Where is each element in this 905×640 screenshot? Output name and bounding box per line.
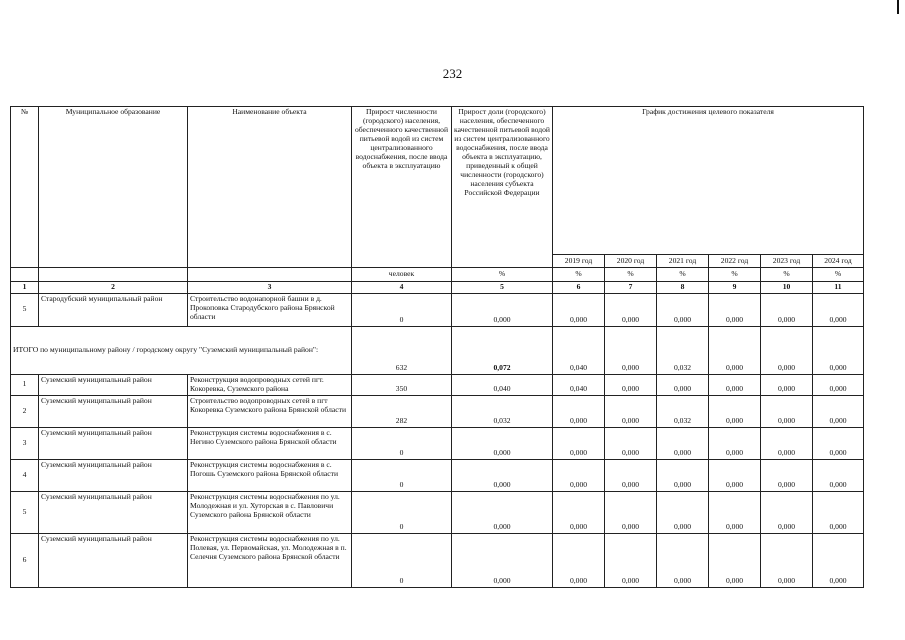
total-year-value: 0,040: [553, 326, 605, 374]
header-unit-pct: %: [452, 268, 553, 282]
row-pop: 350: [352, 374, 452, 395]
row-no: 6: [11, 533, 39, 587]
header-year: 2020 год: [605, 255, 657, 268]
page-number: 232: [442, 66, 463, 81]
column-index: 11: [813, 282, 864, 294]
row-year-value: 0,000: [553, 459, 605, 491]
row-year-value: 0,000: [553, 395, 605, 427]
row-year-value: 0,000: [657, 491, 709, 533]
total-pop: 632: [352, 326, 452, 374]
row-pop: 0: [352, 533, 452, 587]
row-year-value: 0,000: [553, 293, 605, 326]
row-no: 5: [11, 293, 39, 326]
row-year-value: 0,000: [761, 491, 813, 533]
header-year: 2023 год: [761, 255, 813, 268]
column-index: 6: [553, 282, 605, 294]
row-year-value: 0,000: [605, 459, 657, 491]
total-share: 0,072: [452, 326, 553, 374]
column-index: 9: [709, 282, 761, 294]
row-year-value: 0,000: [813, 533, 864, 587]
column-index: 5: [452, 282, 553, 294]
row-share: 0,000: [452, 427, 553, 459]
row-no: 3: [11, 427, 39, 459]
row-year-value: 0,000: [657, 427, 709, 459]
table-row: [11, 533, 864, 587]
row-share: 0,000: [452, 491, 553, 533]
header-year-unit: %: [761, 268, 813, 282]
row-municipality: Суземский муниципальный район: [39, 533, 188, 587]
row-year-value: 0,000: [709, 427, 761, 459]
row-municipality: Суземский муниципальный район: [39, 395, 188, 427]
row-no: 5: [11, 491, 39, 533]
column-index: 1: [11, 282, 39, 294]
header-year-unit: %: [813, 268, 864, 282]
column-index: 3: [188, 282, 352, 294]
total-row: [11, 326, 864, 374]
header-schedule: График достижения целевого показателя: [553, 107, 864, 255]
row-year-value: 0,000: [605, 427, 657, 459]
total-year-value: 0,032: [657, 326, 709, 374]
row-year-value: 0,000: [761, 374, 813, 395]
row-year-value: 0,000: [813, 491, 864, 533]
header-year: 2022 год: [709, 255, 761, 268]
table-row: [11, 395, 864, 427]
row-year-value: 0,000: [813, 293, 864, 326]
row-year-value: 0,032: [657, 395, 709, 427]
row-year-value: 0,000: [761, 395, 813, 427]
row-pop: 0: [352, 427, 452, 459]
row-object: Реконструкция водопроводных сетей пгт. Кокоревка, Суземского района: [188, 374, 352, 395]
row-year-value: 0,000: [813, 427, 864, 459]
column-index: 2: [39, 282, 188, 294]
row-municipality: Суземский муниципальный район: [39, 459, 188, 491]
row-share: 0,000: [452, 459, 553, 491]
row-share: 0,032: [452, 395, 553, 427]
total-label: ИТОГО по муниципальному району / городскому округу "Суземский муниципальный район":: [11, 326, 352, 374]
row-year-value: 0,000: [709, 374, 761, 395]
row-no: 1: [11, 374, 39, 395]
header-year: 2024 год: [813, 255, 864, 268]
row-object: Реконструкция системы водоснабжения по ул. Молодежная и ул. Хуторская в с. Павловичи Суземского района Брянской области: [188, 491, 352, 533]
row-no: 2: [11, 395, 39, 427]
row-year-value: 0,000: [605, 491, 657, 533]
row-object: Реконструкция системы водоснабжения в с. Погошь Суземского района Брянской области: [188, 459, 352, 491]
row-no: 4: [11, 459, 39, 491]
column-index-row: [11, 282, 864, 294]
row-year-value: 0,000: [657, 374, 709, 395]
scan-edge-mark: [897, 0, 899, 14]
row-object: Строительство водопроводных сетей в пгт Кокоревка Суземского района Брянской области: [188, 395, 352, 427]
column-index: 8: [657, 282, 709, 294]
row-year-value: 0,000: [605, 395, 657, 427]
header-municipality: Муниципальное образование: [39, 107, 188, 268]
column-index: 7: [605, 282, 657, 294]
total-year-value: 0,000: [709, 326, 761, 374]
row-object: Реконструкция системы водоснабжения по ул. Полевая, ул. Первомайская, ул. Молодежная в п. Селечня Суземского района Брянской области: [188, 533, 352, 587]
row-year-value: 0,000: [761, 533, 813, 587]
row-municipality: Суземский муниципальный район: [39, 427, 188, 459]
row-year-value: 0,000: [553, 491, 605, 533]
row-year-value: 0,000: [813, 374, 864, 395]
row-year-value: 0,000: [605, 533, 657, 587]
row-year-value: 0,000: [657, 533, 709, 587]
row-share: 0,000: [452, 293, 553, 326]
row-year-value: 0,000: [553, 427, 605, 459]
row-pop: 0: [352, 293, 452, 326]
column-index: 10: [761, 282, 813, 294]
total-year-value: 0,000: [761, 326, 813, 374]
row-year-value: 0,000: [709, 395, 761, 427]
table-row: [11, 459, 864, 491]
header-no: №: [11, 107, 39, 268]
row-year-value: 0,000: [709, 491, 761, 533]
row-year-value: 0,000: [813, 395, 864, 427]
row-pop: 0: [352, 459, 452, 491]
row-share: 0,000: [452, 533, 553, 587]
column-index: 4: [352, 282, 452, 294]
row-year-value: 0,000: [761, 427, 813, 459]
header-year-unit: %: [657, 268, 709, 282]
row-municipality: Суземский муниципальный район: [39, 374, 188, 395]
total-year-value: 0,000: [813, 326, 864, 374]
row-year-value: 0,000: [605, 374, 657, 395]
row-year-value: 0,040: [553, 374, 605, 395]
header-unit-people: человек: [352, 268, 452, 282]
total-year-value: 0,000: [605, 326, 657, 374]
header-share-growth: Прирост доли (городского) населения, обеспеченного качественной питьевой водой из систем централизованного водоснабжения, после ввода объекта в эксплуатацию, приведенный к общей численности (городского) населения субъекта Российской Федерации: [452, 107, 553, 268]
row-share: 0,040: [452, 374, 553, 395]
row-year-value: 0,000: [657, 293, 709, 326]
table-row: [11, 293, 864, 326]
row-year-value: 0,000: [657, 459, 709, 491]
row-pop: 0: [352, 491, 452, 533]
header-year: 2019 год: [553, 255, 605, 268]
row-municipality: Суземский муниципальный район: [39, 491, 188, 533]
table-row: [11, 374, 864, 395]
row-object: Реконструкция системы водоснабжения в с. Негино Суземского района Брянской области: [188, 427, 352, 459]
row-year-value: 0,000: [605, 293, 657, 326]
header-year-unit: %: [709, 268, 761, 282]
header-object: Наименование объекта: [188, 107, 352, 268]
row-year-value: 0,000: [709, 459, 761, 491]
row-year-value: 0,000: [761, 459, 813, 491]
header-pop-growth: Прирост численности (городского) населения, обеспеченного качественной питьевой водой из систем централизованного водоснабжения, после ввода объекта в эксплуатацию: [352, 107, 452, 268]
row-object: Строительство водонапорной башни в д. Прокоповка Стародубского района Брянской области: [188, 293, 352, 326]
row-pop: 282: [352, 395, 452, 427]
row-municipality: Стародубский муниципальный район: [39, 293, 188, 326]
header-year-unit: %: [553, 268, 605, 282]
table-row: [11, 427, 864, 459]
table-row: [11, 491, 864, 533]
header-year: 2021 год: [657, 255, 709, 268]
header-year-unit: %: [605, 268, 657, 282]
row-year-value: 0,000: [813, 459, 864, 491]
target-indicator-table: [10, 106, 864, 588]
row-year-value: 0,000: [761, 293, 813, 326]
row-year-value: 0,000: [709, 293, 761, 326]
row-year-value: 0,000: [709, 533, 761, 587]
row-year-value: 0,000: [553, 533, 605, 587]
